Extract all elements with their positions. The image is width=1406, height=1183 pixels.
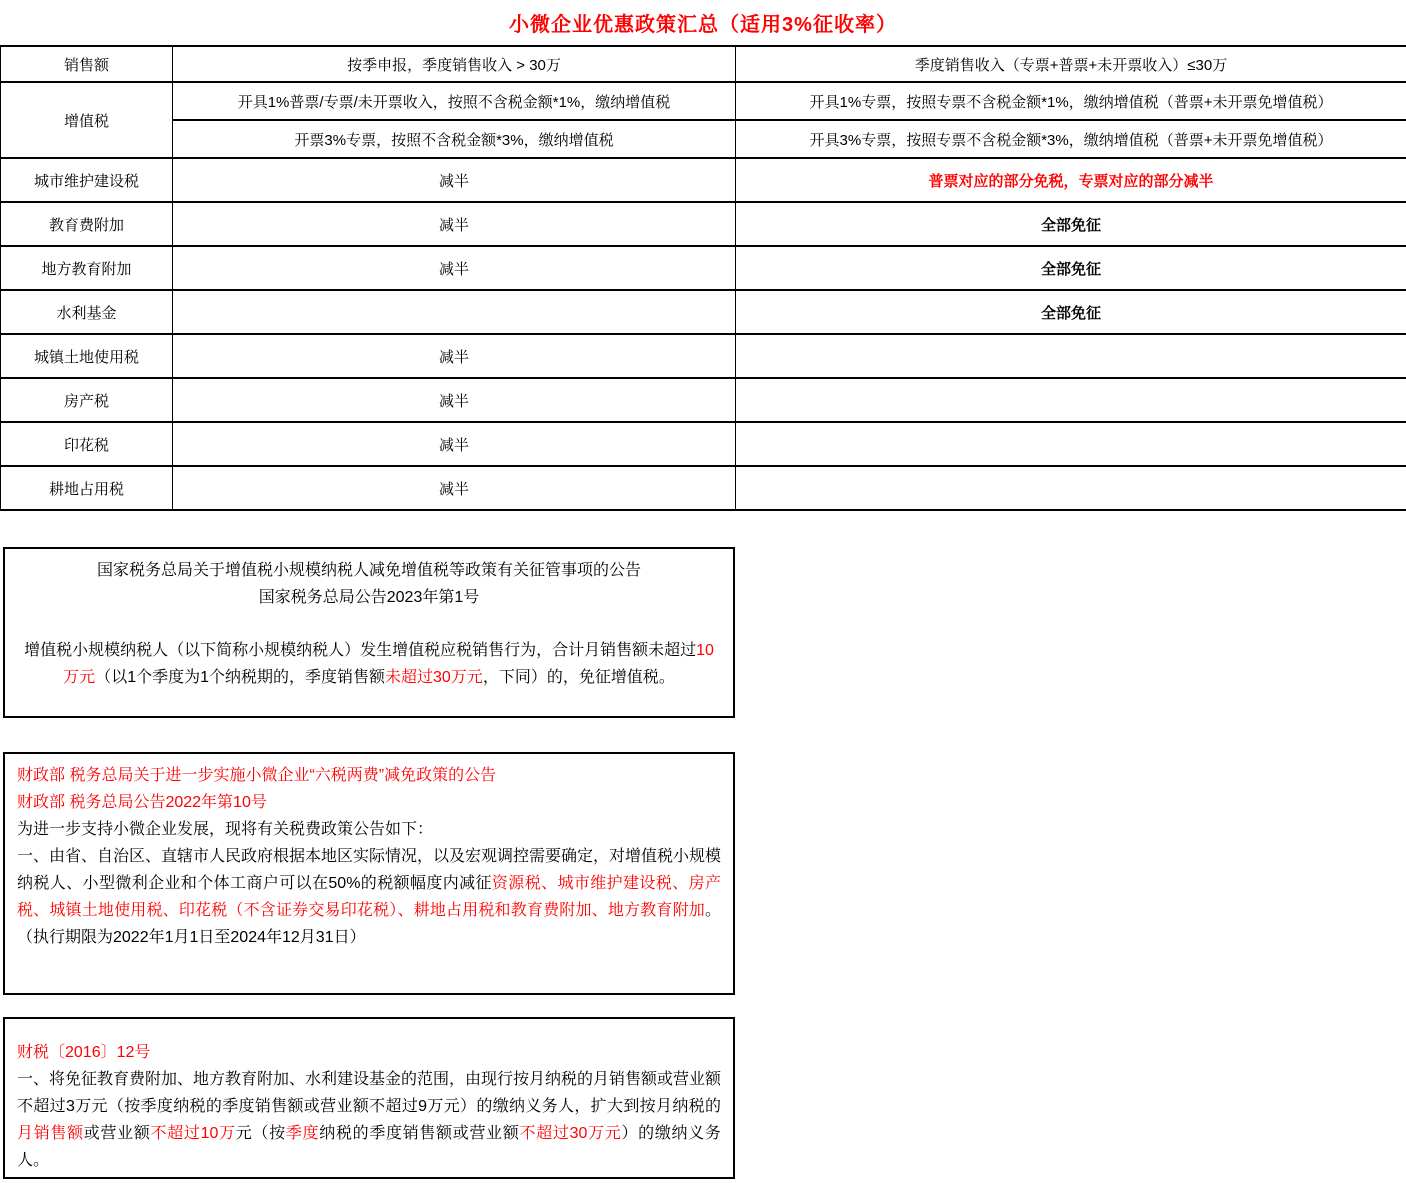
table-row-farmland-occupation-tax xyxy=(1,466,1406,510)
table-row-city-maintenance-tax xyxy=(1,158,1406,202)
cell-local-education-surcharge-right: 全部免征 xyxy=(736,246,1406,290)
table-row-vat-1 xyxy=(1,82,1406,120)
notice3-seg-7: 不超过30万元 xyxy=(519,1125,622,1142)
notice-caishui-2016-no12 xyxy=(3,1017,735,1179)
notice3-seg-2: 或营业额 xyxy=(83,1125,151,1142)
notice3-seg-3: 不超过10万 xyxy=(150,1125,236,1142)
notice1-seg-3: 未超过30万元 xyxy=(385,669,483,686)
row-label-education-surcharge: 教育费附加 xyxy=(1,202,173,246)
cell-city-maintenance-right: 普票对应的部分免税，专票对应的部分减半 xyxy=(736,158,1406,202)
cell-sales-over-30w: 按季申报，季度销售收入 > 30万 xyxy=(173,46,736,82)
cell-local-education-surcharge-mid: 减半 xyxy=(173,246,736,290)
row-label-sales: 销售额 xyxy=(1,46,173,82)
notice2-title-line2: 财政部 税务总局公告2022年第10号 xyxy=(17,794,267,811)
notice2-seg-2: 。 （执行期限为2022年1月1日至2024年12月31日） xyxy=(17,902,721,946)
notice2-intro: 为进一步支持小微企业发展，现将有关税费政策公告如下： xyxy=(17,821,434,838)
table-row-vat-2 xyxy=(1,120,1406,158)
table-row-water-fund xyxy=(1,290,1406,334)
notice2-title-line1: 财政部 税务总局关于进一步实施小微企业“六税两费”减免政策的公告 xyxy=(17,767,497,784)
notice3-title: 财税〔2016〕12号 xyxy=(17,1044,151,1061)
cell-vat2-left: 开票3%专票，按照不含税金额*3%，缴纳增值税 xyxy=(173,120,736,158)
notice1-paragraph xyxy=(17,637,721,691)
notice-sat-2023-no1 xyxy=(3,547,735,718)
row-label-vat: 增值税 xyxy=(1,82,173,158)
notice1-seg-1: 10万元 xyxy=(63,642,714,686)
cell-farmland-occupation-mid: 减半 xyxy=(173,466,736,510)
row-label-water-fund: 水利基金 xyxy=(1,290,173,334)
cell-water-fund-mid xyxy=(173,290,736,334)
notice3-seg-6: 纳税的季度销售额或营业额 xyxy=(319,1125,520,1142)
notice1-seg-0: 增值税小规模纳税人（以下简称小规模纳税人）发生增值税应税销售行为，合计月销售额未超过 xyxy=(24,642,697,659)
cell-water-fund-right: 全部免征 xyxy=(736,290,1406,334)
row-label-urban-land-use-tax: 城镇土地使用税 xyxy=(1,334,173,378)
notice2-seg-1: 资源税、城市维护建设税、房产税、城镇土地使用税、印花税（不含证券交易印花税）、耕地占用税和教育费附加、地方教育附加 xyxy=(17,875,721,919)
cell-urban-land-use-mid: 减半 xyxy=(173,334,736,378)
notice3-paragraph xyxy=(17,1066,721,1174)
notice3-seg-8: ）的缴纳义务人。 xyxy=(17,1125,721,1169)
cell-education-surcharge-right: 全部免征 xyxy=(736,202,1406,246)
cell-sales-under-30w: 季度销售收入（专票+普票+未开票收入）≤30万 xyxy=(736,46,1406,82)
notice1-title-line2: 国家税务总局公告2023年第1号 xyxy=(258,589,480,606)
table-row-local-education-surcharge xyxy=(1,246,1406,290)
row-label-property-tax: 房产税 xyxy=(1,378,173,422)
table-row-sales xyxy=(1,46,1406,82)
cell-property-tax-mid: 减半 xyxy=(173,378,736,422)
page-title: 小微企业优惠政策汇总（适用3%征收率） xyxy=(509,14,897,36)
policy-table xyxy=(0,45,1406,511)
notice2-seg-0: 一、由省、自治区、直辖市人民政府根据本地区实际情况，以及宏观调控需要确定，对增值税小规模纳税人、小型微利企业和个体工商户可以在50%的税额幅度内减征 xyxy=(17,848,722,892)
row-label-farmland-occupation-tax: 耕地占用税 xyxy=(1,466,173,510)
row-label-local-education-surcharge: 地方教育附加 xyxy=(1,246,173,290)
cell-city-maintenance-mid: 减半 xyxy=(173,158,736,202)
table-row-stamp-tax xyxy=(1,422,1406,466)
notice1-seg-2: （以1个季度为1个纳税期的，季度销售额 xyxy=(95,669,385,686)
notice2-paragraph xyxy=(17,843,721,951)
cell-farmland-occupation-right xyxy=(736,466,1406,510)
notice1-seg-4: ，下同）的，免征增值税。 xyxy=(482,669,675,686)
cell-vat2-right: 开具3%专票，按照专票不含税金额*3%，缴纳增值税（普票+未开票免增值税） xyxy=(736,120,1406,158)
notice3-seg-5: 季度 xyxy=(285,1125,320,1142)
notice3-seg-0: 一、将免征教育费附加、地方教育附加、水利建设基金的范围，由现行按月纳税的月销售额或营业额不超过3万元（按季度纳税的季度销售额或营业额不超过9万元）的缴纳义务人，扩大到按月纳税的 xyxy=(17,1071,722,1115)
cell-property-tax-right xyxy=(736,378,1406,422)
table-row-education-surcharge xyxy=(1,202,1406,246)
notice-mof-2022-no10 xyxy=(3,752,735,995)
cell-education-surcharge-mid: 减半 xyxy=(173,202,736,246)
row-label-stamp-tax: 印花税 xyxy=(1,422,173,466)
cell-vat1-right: 开具1%专票，按照专票不含税金额*1%，缴纳增值税（普票+未开票免增值税） xyxy=(736,82,1406,120)
table-row-property-tax xyxy=(1,378,1406,422)
cell-stamp-tax-mid: 减半 xyxy=(173,422,736,466)
row-label-city-maintenance-tax: 城市维护建设税 xyxy=(1,158,173,202)
cell-urban-land-use-right xyxy=(736,334,1406,378)
notice1-title-line1: 国家税务总局关于增值税小规模纳税人减免增值税等政策有关征管事项的公告 xyxy=(96,562,641,579)
notice3-seg-4: 元（按 xyxy=(235,1125,286,1142)
table-row-urban-land-use-tax xyxy=(1,334,1406,378)
notice3-seg-1: 月销售额 xyxy=(17,1125,84,1142)
cell-stamp-tax-right xyxy=(736,422,1406,466)
cell-vat1-left: 开具1%普票/专票/未开票收入，按照不含税金额*1%，缴纳增值税 xyxy=(173,82,736,120)
